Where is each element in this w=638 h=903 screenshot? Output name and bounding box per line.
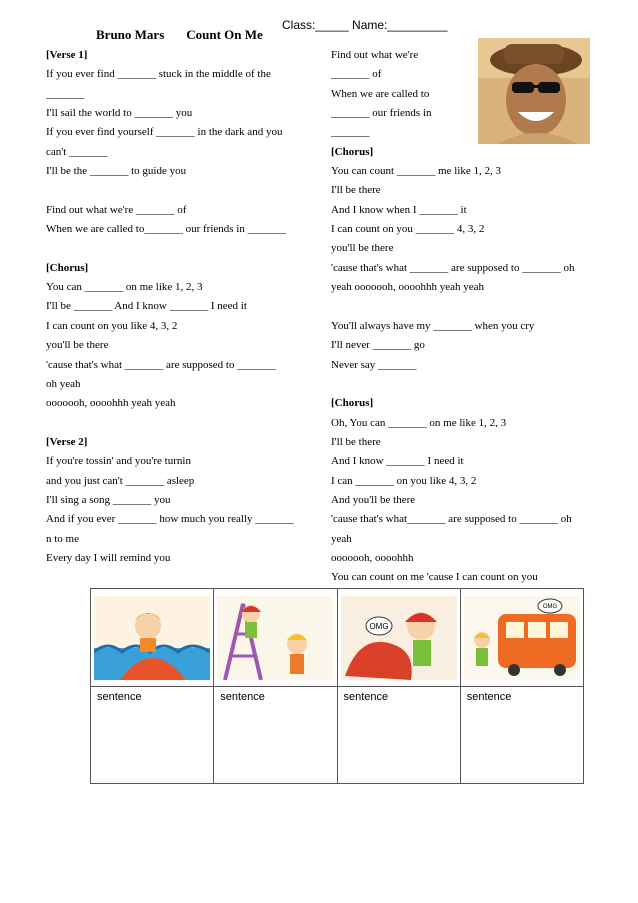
comic-panel-4 (460, 589, 583, 687)
sentence-label: sentence (220, 691, 265, 703)
lyric-line: _______ (46, 87, 85, 100)
lyric-line: And I know when I _______ it (331, 203, 467, 216)
climbing-ladder-illustration (217, 596, 333, 680)
lyric-line: you'll be there (46, 339, 109, 352)
lyric-line: I can _______ on you like 4, 3, 2 (331, 474, 477, 487)
lyric-line: And you'll be there (331, 493, 416, 506)
lyric-line: _______ (331, 126, 370, 139)
lyric-line (331, 297, 601, 316)
lyric-line: [Chorus] (46, 261, 89, 274)
lyric-line: I'll be _______ And I know _______ I need it (46, 300, 247, 313)
song-title (96, 27, 285, 43)
lyric-line: [Verse 1] (46, 49, 88, 61)
drowning-boy-illustration (94, 596, 210, 680)
lyric-line (46, 181, 328, 200)
lyric-line: Every day I will remind you (46, 551, 171, 564)
lyric-line: If you ever find _______ stuck in the middle of the (46, 68, 271, 81)
comic-panel-1 (91, 589, 214, 687)
sentence-box-2[interactable] (214, 687, 337, 784)
lyric-line: I'll be there (331, 184, 381, 197)
sentence-box-1[interactable] (91, 687, 214, 784)
sentence-box-3[interactable] (337, 687, 460, 784)
lyric-line: You'll always have my _______ when you cry (331, 319, 535, 332)
lyric-line: _______ our friends in (331, 107, 432, 120)
lyric-line: n to me (46, 532, 79, 545)
lyric-line (46, 414, 328, 433)
lyric-line: 'cause that's what _______ are supposed to _______ (46, 358, 276, 371)
omg-bubble-text: OMG (369, 622, 389, 631)
lyric-line: yeah (331, 532, 352, 545)
lyric-line: you'll be there (331, 242, 394, 255)
lyric-line: ooooooh, oooohhh (331, 551, 414, 564)
lyric-line: [Chorus] (331, 397, 374, 410)
lyric-line: Find out what we're _______ of (46, 203, 187, 216)
comic-strip-table (90, 588, 584, 784)
lyric-line (331, 375, 601, 394)
lyric-line: If you're tossin' and you're turnin (46, 455, 191, 468)
class-name-field: Class:_____ Name:_________ (282, 18, 448, 32)
sentence-box-4[interactable] (460, 687, 583, 784)
lyric-line: You can _______ on me like 1, 2, 3 (46, 281, 203, 294)
lyric-line: Never say _______ (331, 358, 417, 371)
lyric-line: ooooooh, oooohhh yeah yeah (46, 397, 176, 410)
lyric-line: [Verse 2] (46, 435, 88, 448)
lyric-line: Find out what we're (331, 49, 419, 61)
lyric-line: can't _______ (46, 145, 108, 158)
bus-illustration (464, 596, 580, 680)
lyric-line: You can count _______ me like 1, 2, 3 (331, 165, 501, 178)
omg-bubble-text: OMG (542, 604, 558, 610)
sentence-label: sentence (97, 691, 142, 703)
lyric-line: I can count on you like 4, 3, 2 (46, 319, 178, 332)
comic-panel-3 (337, 589, 460, 687)
lyrics-left-column (46, 46, 328, 568)
lyric-line: [Chorus] (331, 145, 374, 158)
pushing-friend-illustration (341, 596, 457, 680)
lyric-line: When we are called to (331, 87, 430, 100)
song-name: Count On Me (186, 27, 263, 42)
lyric-line: And if you ever _______ how much you really _______ (46, 513, 294, 526)
lyric-line: I'll sail the world to _______ you (46, 107, 193, 120)
sentence-label: sentence (343, 691, 389, 703)
artist-name: Bruno Mars (96, 27, 165, 42)
lyric-line: I can count on you _______ 4, 3, 2 (331, 223, 485, 236)
lyric-line: You can count on me 'cause I can count on you (331, 571, 538, 584)
sentence-label: sentence (466, 691, 512, 703)
lyric-line: _______ of (331, 68, 382, 81)
lyric-line: yeah ooooooh, oooohhh yeah yeah (331, 281, 485, 294)
lyric-line: I'll be the _______ to guide you (46, 165, 187, 178)
lyric-line: Oh, You can _______ on me like 1, 2, 3 (331, 416, 507, 429)
lyric-line (46, 239, 328, 258)
lyric-line: And I know _______ I need it (331, 455, 464, 468)
lyric-line: 'cause that's what _______ are supposed to _______ oh (331, 261, 575, 274)
lyric-line: and you just can't _______ asleep (46, 474, 195, 487)
lyric-line: oh yeah (46, 377, 81, 390)
lyric-line: When we are called to_______ our friends in _______ (46, 223, 287, 236)
lyric-line: I'll sing a song _______ you (46, 493, 171, 506)
lyric-line: If you ever find yourself _______ in the dark and you (46, 126, 283, 139)
lyric-line: I'll be there (331, 435, 381, 448)
lyric-line: I'll never _______ go (331, 339, 425, 352)
lyric-line: 'cause that's what_______ are supposed to _______ oh (331, 513, 572, 526)
comic-panel-2 (214, 589, 337, 687)
lyrics-right-column (331, 46, 601, 588)
